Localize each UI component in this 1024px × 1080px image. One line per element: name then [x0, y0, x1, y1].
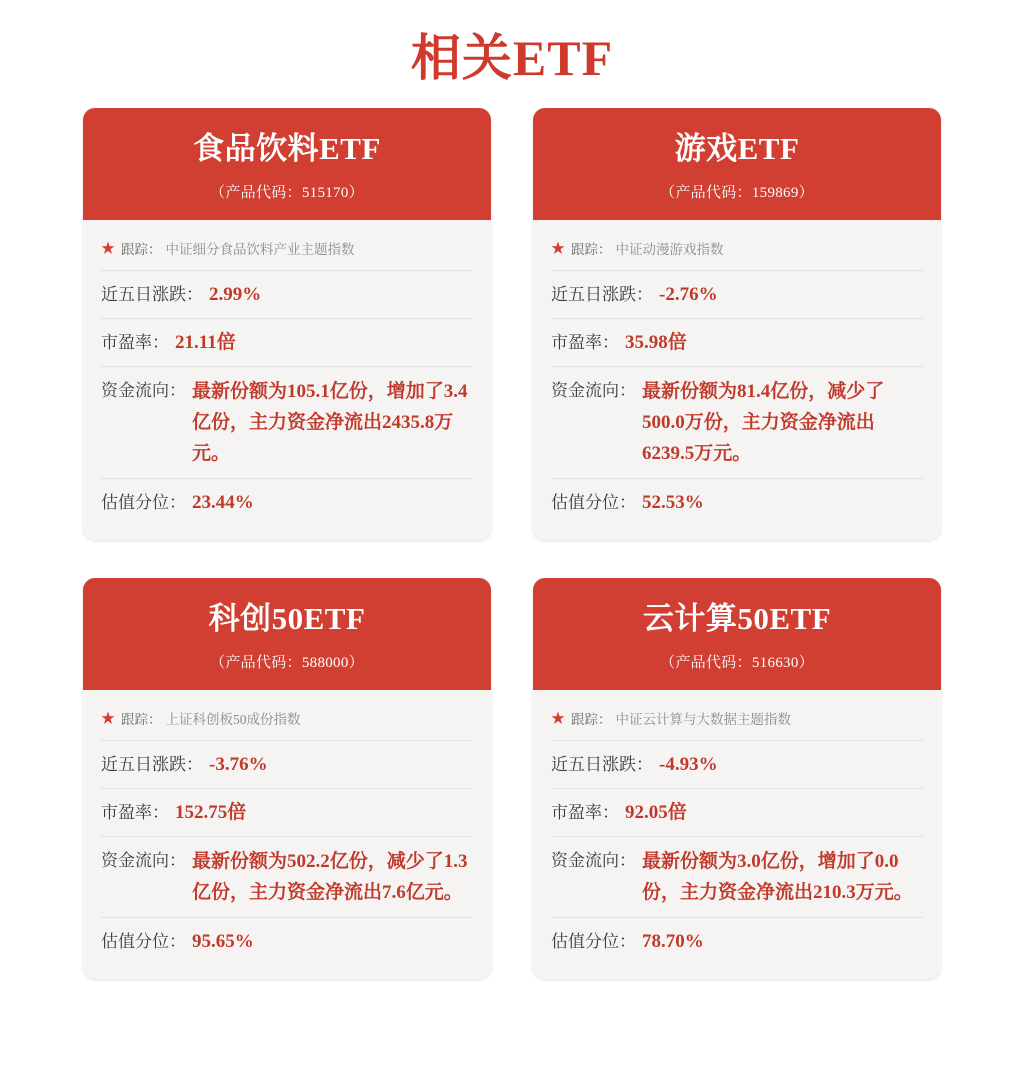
etf-five-day-label: 近五日涨跌：: [551, 754, 653, 774]
etf-code: （产品代码：588000）: [210, 654, 364, 671]
etf-five-day-value: -2.76%: [659, 283, 718, 305]
etf-track-label: 跟踪：: [571, 241, 612, 257]
etf-flow-label: 资金流向：: [551, 380, 636, 400]
etf-track-row: [101, 234, 473, 271]
etf-pe-label: 市盈率：: [101, 802, 169, 822]
star-icon: ★: [551, 241, 565, 257]
etf-valuation-value: 95.65%: [192, 930, 254, 952]
etf-five-day-label: 近五日涨跌：: [101, 754, 203, 774]
etf-pe-label: 市盈率：: [101, 332, 169, 352]
etf-five-day-value: -3.76%: [209, 753, 268, 775]
etf-flow-label: 资金流向：: [101, 850, 186, 870]
etf-five-day-row: [101, 741, 473, 789]
etf-five-day-label: 近五日涨跌：: [101, 284, 203, 304]
etf-track-label: 跟踪：: [121, 711, 162, 727]
etf-track-row: [101, 704, 473, 741]
etf-name: 游戏ETF: [674, 131, 800, 166]
etf-code: （产品代码：516630）: [660, 654, 814, 671]
etf-pe-row: [101, 319, 473, 367]
etf-flow-row: [551, 837, 923, 918]
star-icon: ★: [101, 241, 115, 257]
etf-pe-row: [101, 789, 473, 837]
star-icon: ★: [101, 711, 115, 727]
etf-valuation-row: [101, 918, 473, 965]
etf-name: 食品饮料ETF: [193, 131, 381, 166]
etf-five-day-value: 2.99%: [209, 283, 262, 305]
etf-card-grid: [0, 108, 1024, 979]
etf-card-header: [533, 108, 941, 220]
etf-card[interactable]: [83, 108, 491, 540]
etf-flow-row: [551, 367, 923, 479]
etf-five-day-row: [551, 741, 923, 789]
etf-track-value: 上证科创板50成份指数: [165, 711, 301, 727]
etf-card[interactable]: [533, 108, 941, 540]
etf-valuation-label: 估值分位：: [551, 492, 636, 512]
etf-track-value: 中证动漫游戏指数: [615, 241, 724, 257]
etf-valuation-row: [551, 479, 923, 526]
page-title: 相关ETF: [410, 30, 614, 86]
etf-valuation-value: 52.53%: [642, 491, 704, 513]
etf-card-header: [533, 578, 941, 690]
etf-name: 云计算50ETF: [642, 600, 832, 636]
etf-flow-label: 资金流向：: [551, 850, 636, 870]
etf-flow-value: 最新份额为502.2亿份，减少了1.3亿份，主力资金净流出7.6亿元。: [192, 850, 468, 903]
etf-five-day-row: [551, 271, 923, 319]
etf-valuation-label: 估值分位：: [101, 931, 186, 951]
etf-card[interactable]: [83, 578, 491, 979]
etf-pe-row: [551, 789, 923, 837]
etf-code: （产品代码：515170）: [210, 184, 364, 201]
etf-track-value: 中证云计算与大数据主题指数: [615, 711, 791, 727]
etf-five-day-row: [101, 271, 473, 319]
etf-name: 科创50ETF: [208, 600, 366, 636]
etf-card-body: [83, 220, 491, 540]
etf-track-row: [551, 234, 923, 271]
etf-card-header: [83, 578, 491, 690]
etf-pe-label: 市盈率：: [551, 332, 619, 352]
etf-pe-value: 21.11倍: [175, 331, 236, 353]
etf-valuation-value: 23.44%: [192, 491, 254, 513]
etf-card[interactable]: [533, 578, 941, 979]
etf-pe-value: 35.98倍: [625, 331, 687, 353]
etf-valuation-label: 估值分位：: [101, 492, 186, 512]
etf-pe-value: 152.75倍: [175, 801, 247, 823]
etf-flow-value: 最新份额为3.0亿份，增加了0.0份，主力资金净流出210.3万元。: [642, 850, 913, 903]
etf-card-header: [83, 108, 491, 220]
etf-code: （产品代码：159869）: [660, 184, 814, 201]
star-icon: ★: [551, 711, 565, 727]
etf-valuation-row: [101, 479, 473, 526]
etf-five-day-value: -4.93%: [659, 753, 718, 775]
etf-pe-label: 市盈率：: [551, 802, 619, 822]
etf-track-label: 跟踪：: [121, 241, 162, 257]
etf-flow-row: [101, 367, 473, 479]
etf-pe-row: [551, 319, 923, 367]
etf-track-row: [551, 704, 923, 741]
etf-track-label: 跟踪：: [571, 711, 612, 727]
etf-card-body: [533, 690, 941, 979]
etf-valuation-row: [551, 918, 923, 965]
etf-flow-label: 资金流向：: [101, 380, 186, 400]
etf-pe-value: 92.05倍: [625, 801, 687, 823]
etf-flow-value: 最新份额为81.4亿份，减少了500.0万份，主力资金净流出6239.5万元。: [642, 380, 885, 464]
etf-track-value: 中证细分食品饮料产业主题指数: [165, 241, 355, 257]
etf-valuation-label: 估值分位：: [551, 931, 636, 951]
etf-flow-row: [101, 837, 473, 918]
etf-valuation-value: 78.70%: [642, 930, 704, 952]
etf-card-body: [533, 220, 941, 540]
etf-flow-value: 最新份额为105.1亿份，增加了3.4亿份，主力资金净流出2435.8万元。: [192, 380, 468, 464]
etf-five-day-label: 近五日涨跌：: [551, 284, 653, 304]
etf-card-body: [83, 690, 491, 979]
